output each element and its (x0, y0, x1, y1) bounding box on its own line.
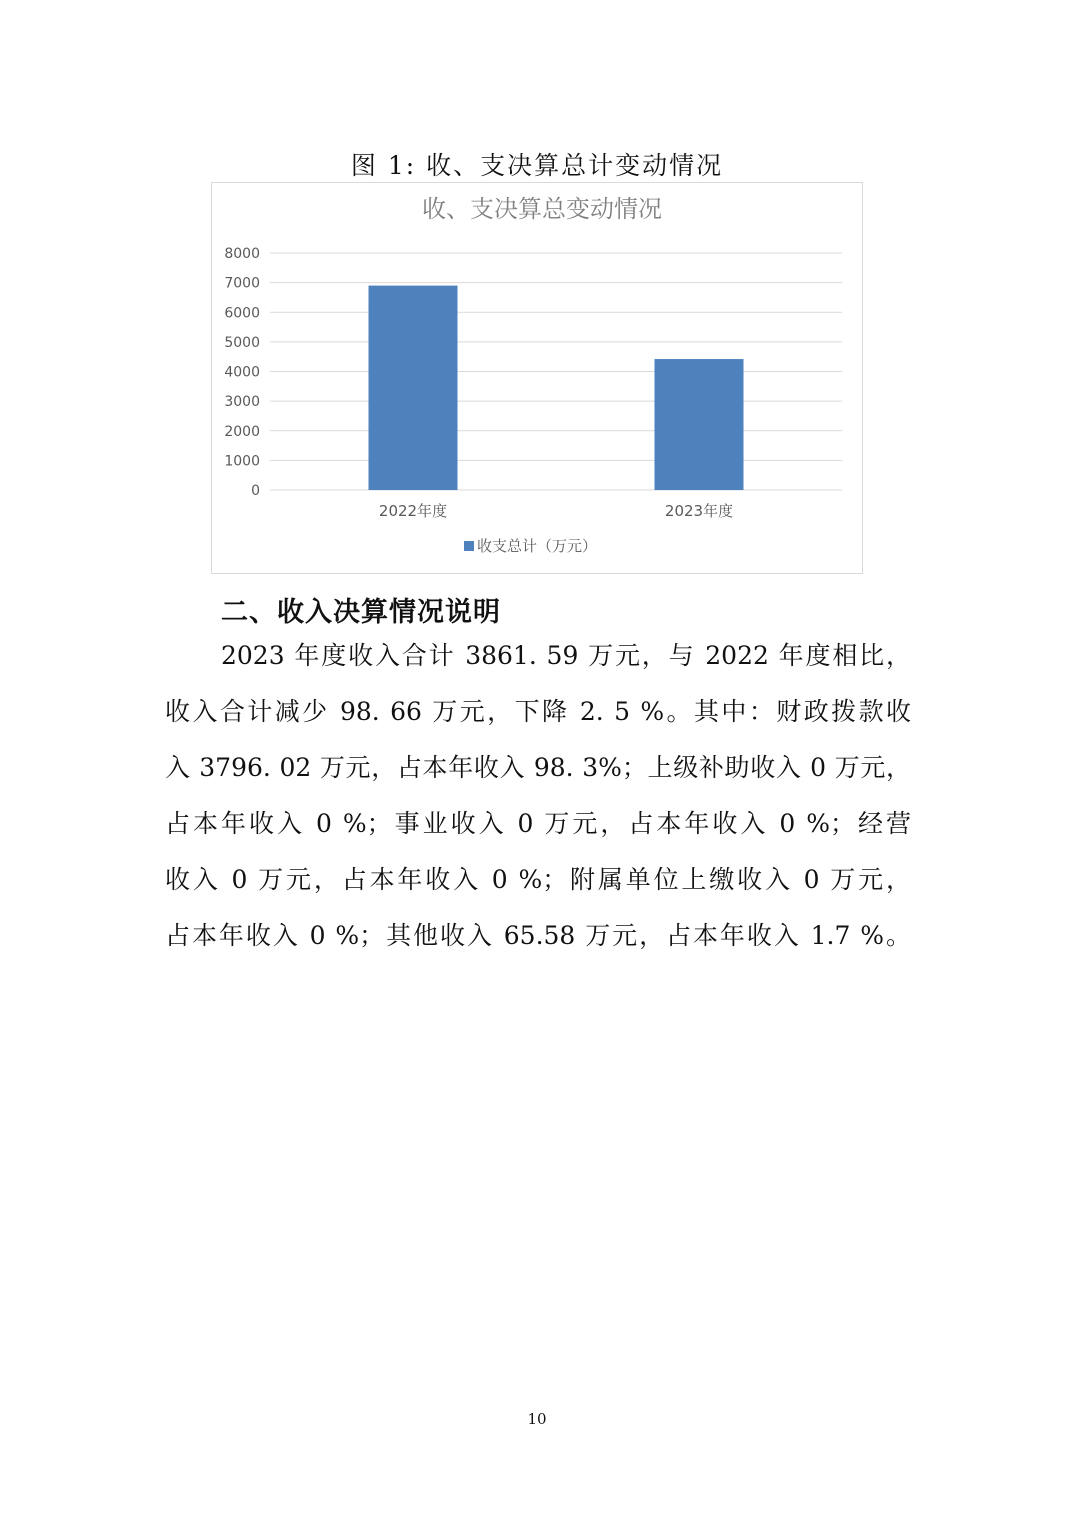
y-tick-label: 4000 (224, 364, 260, 381)
paragraph-line: 占本年收入 0 %；其他收入 65.58 万元，占本年收入 1.7 %。 (165, 921, 911, 950)
figure-caption: 图 1: 收、支决算总计变动情况 (350, 151, 724, 180)
paragraph-line: 收入 0 万元，占本年收入 0 %；附属单位上缴收入 0 万元， (165, 865, 911, 894)
section-heading: 二、收入决算情况说明 (221, 597, 501, 628)
body-paragraph (165, 628, 911, 964)
y-tick-label: 2000 (224, 423, 260, 440)
x-tick-label: 2023年度 (664, 502, 734, 520)
legend-swatch (464, 541, 474, 551)
y-tick-label: 5000 (224, 334, 260, 351)
chart-container (211, 182, 863, 574)
y-tick-label: 7000 (224, 275, 260, 292)
paragraph-line: 收入合计减少 98. 66 万元，下降 2. 5 %。其中：财政拨款收 (165, 697, 911, 726)
paragraph-line: 占本年收入 0 %；事业收入 0 万元，占本年收入 0 %；经营 (165, 809, 911, 838)
legend-label: 收支总计（万元） (477, 537, 598, 555)
bar-chart (212, 183, 862, 573)
y-tick-label: 3000 (224, 394, 260, 411)
y-tick-label: 0 (251, 483, 260, 499)
bar (655, 359, 744, 490)
paragraph-line: 入 3796. 02 万元，占本年收入 98. 3%；上级补助收入 0 万元， (165, 753, 911, 782)
paragraph-line: 2023 年度收入合计 3861. 59 万元，与 2022 年度相比， (221, 641, 911, 670)
y-tick-label: 6000 (224, 305, 260, 322)
x-tick-label: 2022年度 (378, 502, 448, 520)
page-number: 10 (527, 1410, 547, 1428)
y-tick-label: 8000 (224, 246, 260, 262)
y-tick-label: 1000 (224, 453, 260, 470)
bar (369, 286, 458, 490)
chart-title: 收、支决算总变动情况 (422, 195, 662, 223)
